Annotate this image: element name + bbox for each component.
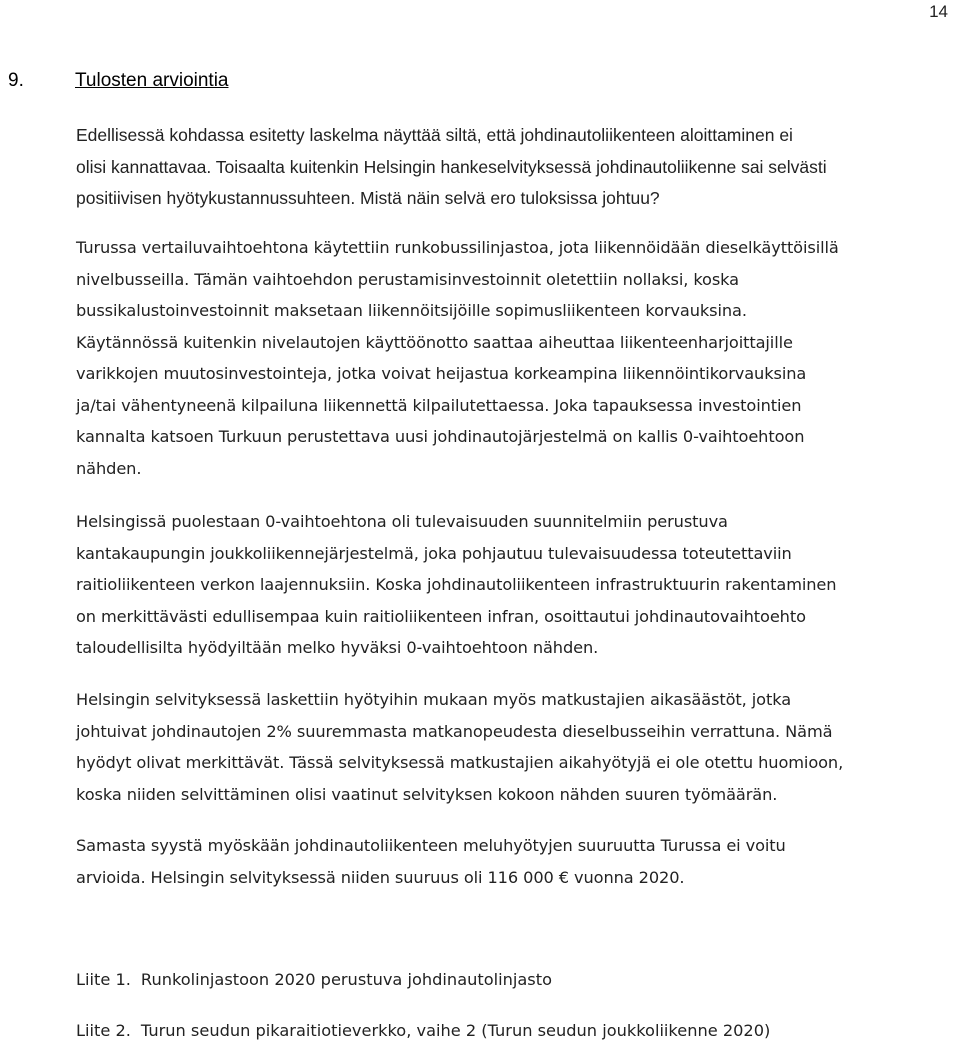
paragraph-line: arvioida. Helsingin selvityksessä niiden suuruus oli 116 000 € vuonna 2020. <box>76 867 685 887</box>
paragraph-line: Samasta syystä myöskään johdinautoliikenteen meluhyötyjen suuruutta Turussa ei voitu <box>76 836 786 855</box>
paragraph-line: Turussa vertailuvaihtoehtona käytettiin runkobussilinjastoa, jota liikennöidään dieselkäyttöisillä <box>76 238 839 257</box>
appendix-1 <box>76 970 552 989</box>
paragraph-line: raitioliikenteen verkon laajennuksiin. Koska johdinautoliikenteen infrastruktuurin rakentaminen <box>76 575 837 594</box>
paragraph-line: kannalta katsoen Turkuun perustettava uusi johdinautojärjestelmä on kallis 0-vaihtoehtoon <box>76 427 805 446</box>
paragraph-line: olisi kannattavaa. Toisaalta kuitenkin Helsingin hankeselvityksessä johdinautoliikenne sai selvästi <box>76 156 827 177</box>
appendix-text: Runkolinjastoon 2020 perustuva johdinautolinjasto <box>140 970 552 989</box>
paragraph-line: johtuivat johdinautojen 2% suuremmasta matkanopeudesta dieselbusseihin verrattuna. Nämä <box>76 721 833 741</box>
section-number: 9. <box>8 70 24 91</box>
paragraph-line: taloudellisilta hyödyiltään melko hyväksi 0-vaihtoehtoon nähden. <box>76 638 599 657</box>
paragraph-line: kantakaupungin joukkoliikennejärjestelmä, joka pohjautuu tulevaisuudessa toteutettaviin <box>76 543 792 563</box>
paragraph-line: Helsingin selvityksessä laskettiin hyötyihin mukaan myös matkustajien aikasäästöt, jotka <box>76 690 792 709</box>
paragraph-1 <box>76 120 956 215</box>
appendix-2 <box>76 1021 770 1040</box>
paragraph-line: Helsingissä puolestaan 0-vaihtoehtona oli tulevaisuuden suunnitelmiin perustuva <box>76 512 728 531</box>
paragraph-line: varikkojen muutosinvestointeja, jotka voivat heijastua korkeampina liikennöintikorvauksina <box>76 364 807 383</box>
paragraph-line: on merkittävästi edullisempaa kuin raitioliikenteen infran, osoittautui johdinautovaihtoehto <box>76 606 806 626</box>
paragraph-line: koska niiden selvittäminen olisi vaatinut selvityksen kokoon nähden suuren työmäärän. <box>76 784 778 804</box>
section-heading <box>8 70 228 92</box>
paragraph-line: ja/tai vähentyneenä kilpailuna liikennettä kilpailutettaessa. Joka tapauksessa investointien <box>76 395 802 415</box>
page-number: 14 <box>929 2 948 21</box>
appendix-label: Liite 2. <box>76 1021 131 1040</box>
paragraph-line: Käytännössä kuitenkin nivelautojen käyttöönotto saattaa aiheuttaa liikenteenharjoittajille <box>76 332 793 352</box>
paragraph-2 <box>76 232 956 484</box>
paragraph-line: positiivisen hyötykustannussuhteen. Mistä näin selvä ero tuloksissa johtuu? <box>76 188 660 208</box>
paragraph-line: nähden. <box>76 458 142 478</box>
paragraph-line: nivelbusseilla. Tämän vaihtoehdon perustamisinvestoinnit oletettiin nollaksi, koska <box>76 269 739 289</box>
paragraph-4 <box>76 684 956 810</box>
paragraph-3 <box>76 506 956 664</box>
appendix-text: Turun seudun pikaraitiotieverkko, vaihe 2 (Turun seudun joukkoliikenne 2020) <box>140 1021 771 1040</box>
appendix-label: Liite 1. <box>76 970 131 989</box>
paragraph-line: hyödyt olivat merkittävät. Tässä selvityksessä matkustajien aikahyötyjä ei ole otettu huomioon, <box>76 753 844 772</box>
section-title: Tulosten arviointia <box>75 70 229 91</box>
paragraph-line: bussikalustoinvestoinnit maksetaan liikennöitsijöille sopimusliikenteen korvauksina. <box>76 301 747 320</box>
paragraph-5 <box>76 830 956 893</box>
paragraph-line: Edellisessä kohdassa esitetty laskelma näyttää siltä, että johdinautoliikenteen aloittaminen ei <box>76 125 793 145</box>
